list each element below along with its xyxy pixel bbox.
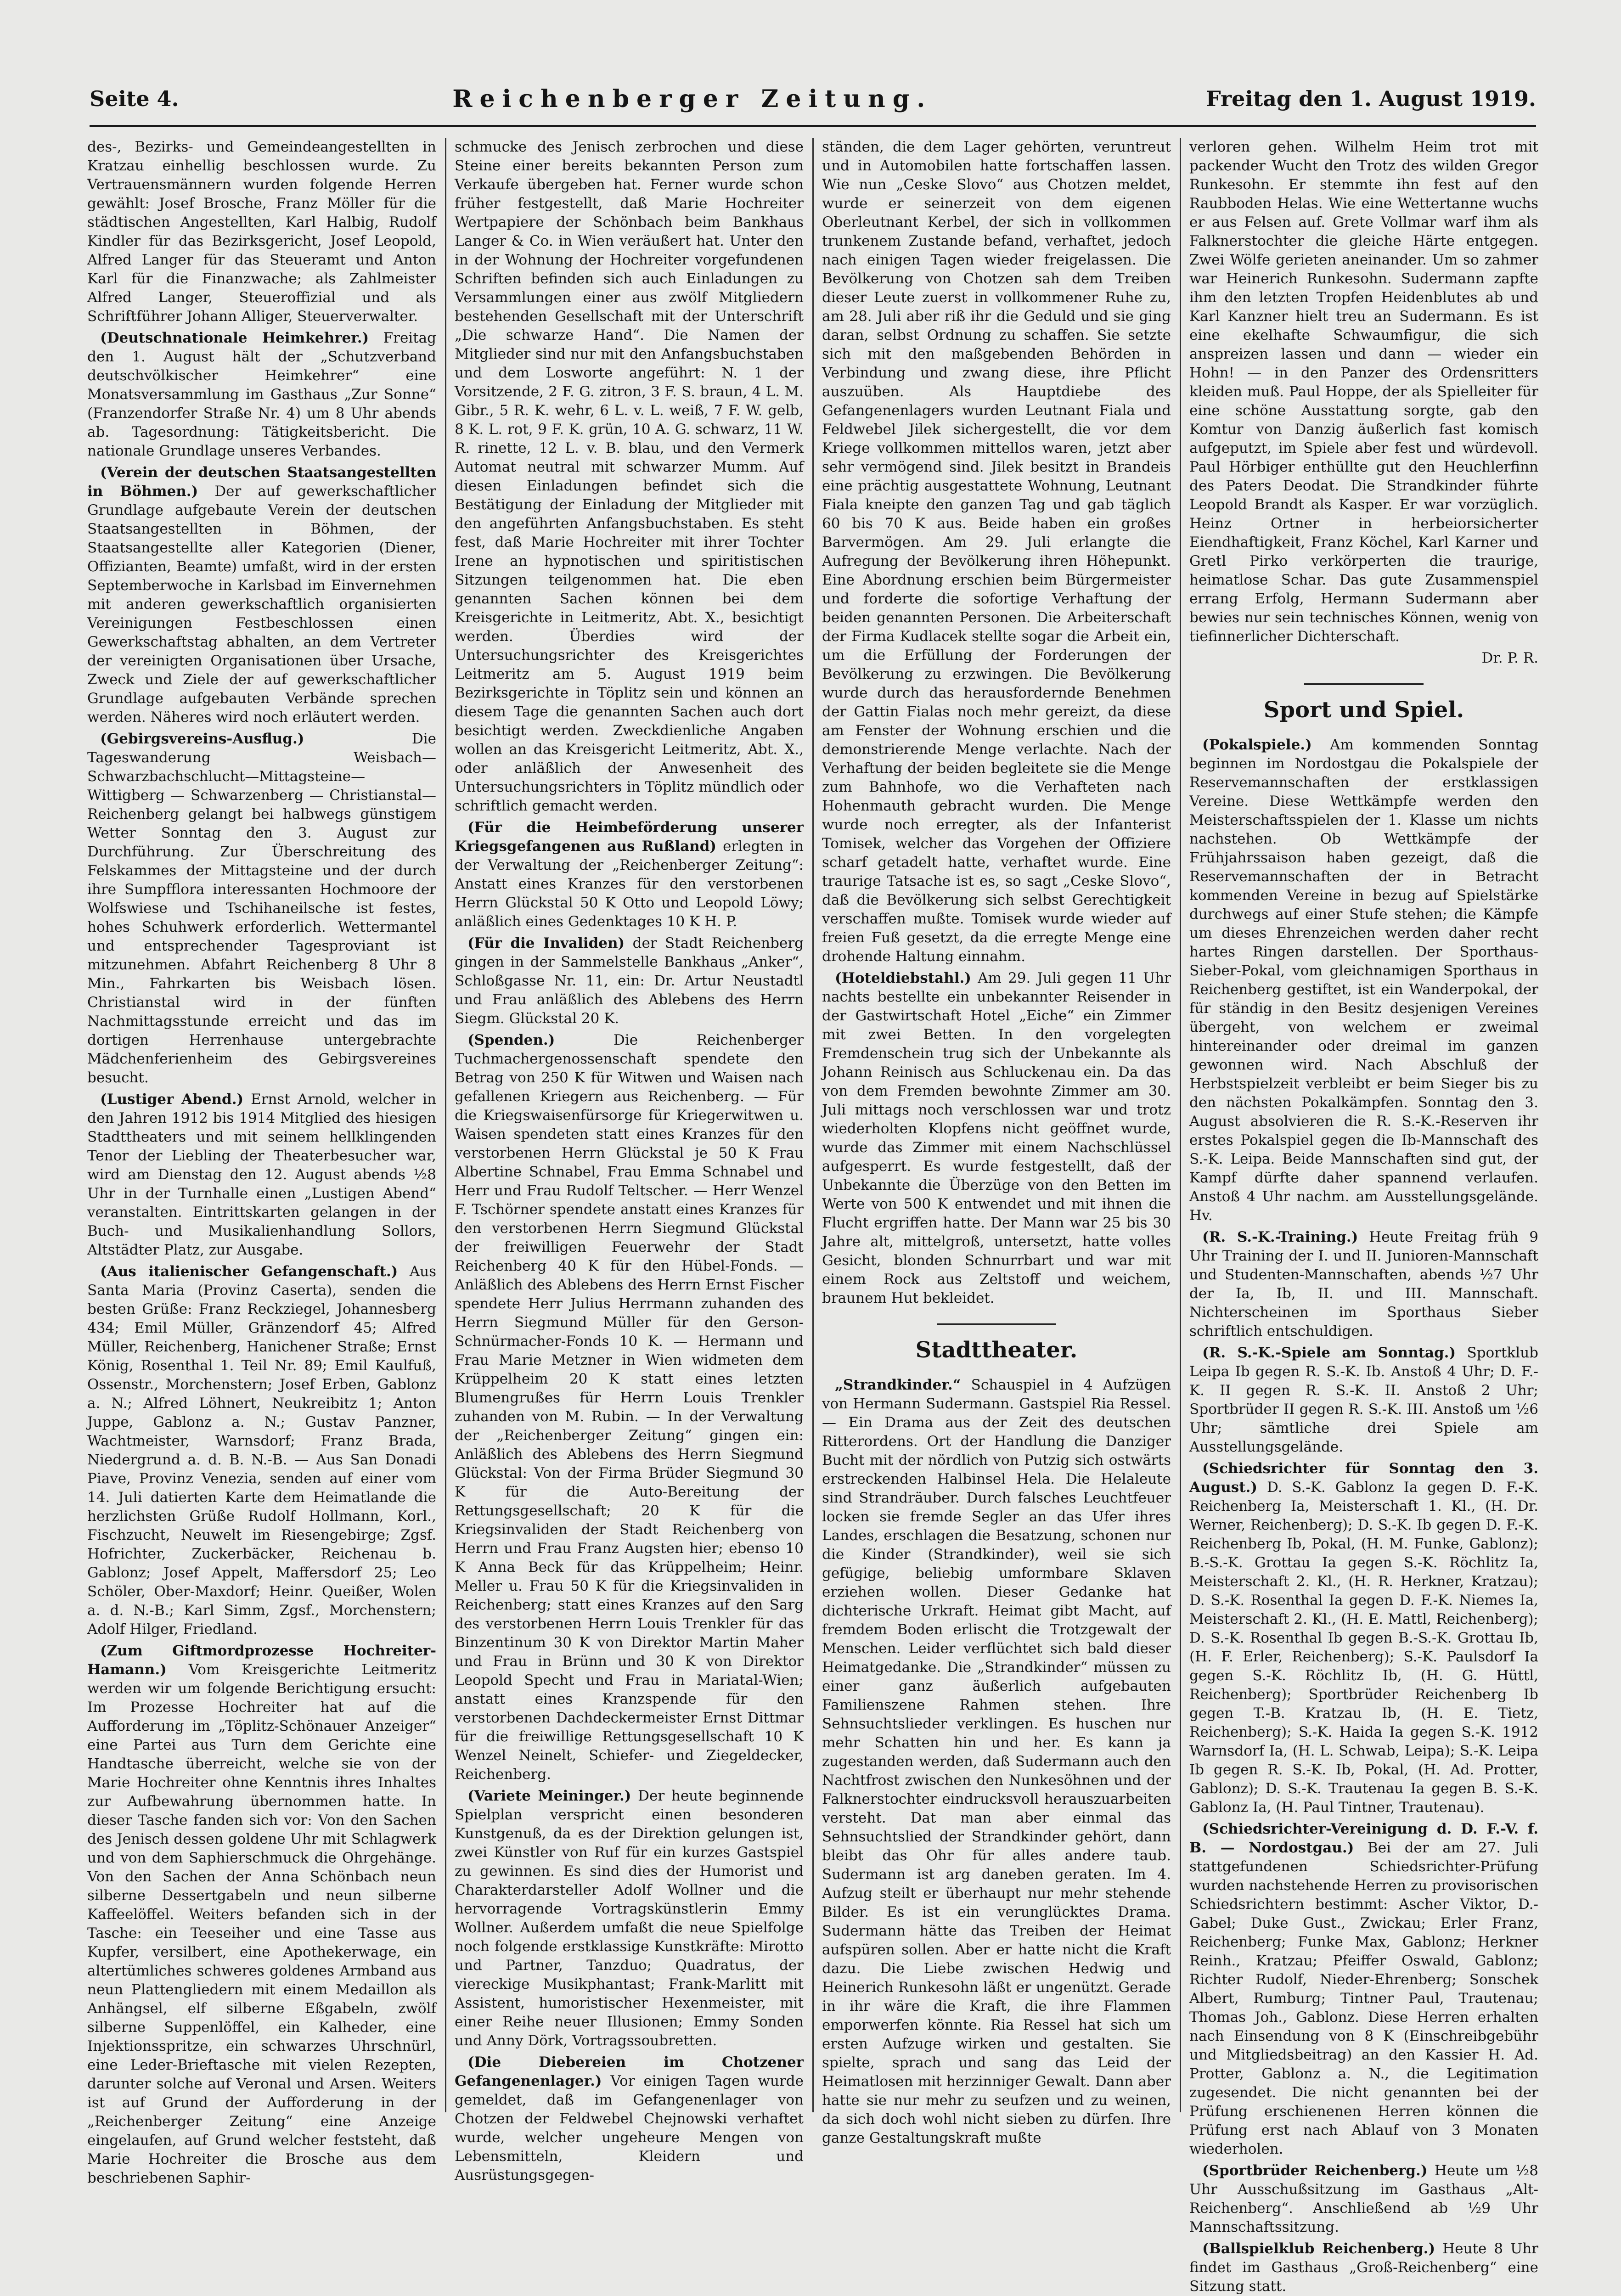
article (87, 1642, 436, 2188)
article-text: schmucke des Jenisch zerbrochen und diese Steine einer bereits bekannten Person zum Verkaufe übergeben hat. Ferner wurde schon früher festgestellt, daß Marie Hochreiter Wertpapiere der Schönbach beim Bankhaus Langer & Co. in Wien veräußert hat. Unter den in der Wohnung der Hochreiter vorgefundenen Schriften befinden sich auch Einladungen zu Versammlungen einer aus zwölf Mitgliedern bestehenden Gesellschaft mit der Unterschrift „Die schwarze Hand“. Die Namen der Mitglieder sind nur mit den Anfangsbuchstaben und dem Losworte angeführt: N. 1 der Vorsitzende, 2 F. G. zitron, 3 F. S. braun, 4 L. M. Gibr., 5 R. K. wehr, 6 L. v. L. weiß, 7 F. W. gelb, 8 K. L. rot, 9 F. K. grün, 10 A. G. schwarz, 11 W. R. rinette, 12 L. v. B. blau, und den Vermerk Automat neutral mit schwarzer Mumm. Auf diesen Einladungen befindet sich die Bestätigung der Einladung der Mitglieder mit den angeführten Anfangsbuchstaben. Es steht fest, daß Marie Hochreiter mit ihrer Tochter Irene an hypnotischen und spiritistischen Sitzungen teilgenommen hat. Die eben genannten Sachen können bei dem Kreisgerichte in Leitmeritz, Abt. X., besichtigt werden. Überdies wird der Untersuchungsrichter des Kreisgerichtes Leitmeritz am 5. August 1919 beim Bezirksgerichte in Töplitz sein und können an diesem Tage die genannten Sachen auch dort besichtigt werden. Zweckdienliche Angaben wollen an das Kreisgericht Leitmeritz, Abt. X., oder anläßlich der Anwesenheit des Untersuchungsrichters in Töplitz mündlich oder schriftlich gemacht werden. (455, 139, 804, 814)
article-text: Schauspiel in 4 Aufzügen von Hermann Sudermann. Gastspiel Ria Ressel. — Ein Drama aus der Zeit des deutschen Ritterordens. Ort der Handlung die Danziger Bucht mit der nördlich von Putzig sich ostwärts erstreckenden Halbinsel Hela. Die Helaleute sind Strandräuber. Durch falsches Leuchtfeuer locken sie fremde Segler an das Ufer ihres Landes, erschlagen die Besatzung, schonen nur die Kinder (Strandkinder), weil sie sich gefügige, beliebig umformbare Sklaven erziehen wollen. Dieser Gedanke hat dichterische Urkraft. Heimat gibt Macht, auf fremdem Boden erlischt die Trotzgewalt der Menschen. Leider verflüchtet sich bald dieser Heimatgedanke. Die „Strandkinder“ müssen zu einer ganz äußerlich aufgebauten Familienszene Rahmen stehen. Ihre Sehnsuchtslieder verklingen. Es huschen nur mehr Schatten hin und her. Es kann ja zugestanden werden, daß Sudermann auch den Nachtfrost zwischen den Nunkesöhnen und der Falknerstochter eindrucksvoll herauszuarbeiten versteht. Dat man aber einmal das Sehnsuchtslied der Strandkinder gehört, dann bleibt das Ohr für alles andere taub. Sudermann ist arg daneben geraten. Im 4. Aufzug steilt er überhaupt nur mehr stehende Bilder. Es ist ein verunglücktes Drama. Sudermann hätte das Treiben der Heimat aufspüren sollen. Aber er hatte nicht die Kraft dazu. Die Liebe zwischen Hedwig und Heinerich Runkesohn läßt er ungenützt. Gerade in ihr wäre die Kraft, die ihre Flammen emporwerfen könnte. Ria Ressel hat sich um ersten Aufzuge wirken und gestalten. Sie spielte, sprach und sang das Leid der Heimatlosen mit herzinniger Gewalt. Dann aber hatte sie nur mehr zu seufzen und zu weinen, da sich doch wohl nicht sieben zu dürfen. Ihre ganze Gestaltungskraft mußte (822, 1377, 1171, 2146)
article (1189, 2240, 1538, 2296)
article-text: Freitag den 1. August hält der „Schutzverband deutschvölkischer Heimkehrer“ eine Monatsversammlung im Gasthaus „Zur Sonne“ (Franzendorfer Straße Nr. 4) um 8 Uhr abends ab. Tagesordnung: Tätigkeitsbericht. Die nationale Grundlage unseres Verbandes. (87, 330, 436, 459)
article (455, 934, 804, 1028)
article-text: verloren gehen. Wilhelm Heim trot mit packender Wucht den Trotz des wilden Gregor Runkesohn. Er stemmte ihn fest auf den Raubboden Helas. Wie eine Wettertanne wuchs er aus Felsen auf. Grete Vollmar warf ihm als Falknerstochter die gleiche Härte entgegen. Zwei Wölfe gerieten aneinander. Um so zahmer war Heinerich Runkesohn. Sudermann zapfte ihm den letzten Tropfen Heidenblutes ab und Karl Kanzner hielt treu an Sudermann. Es ist eine ekelhafte Schwaumfigur, die sich anspreizen lassen und dann — wieder ein Hohn! — in den Panzer des Ordensritters kleiden muß. Paul Hoppe, der als Spielleiter für eine schöne Ausstattung sorgte, gab den Komtur von Danzig äußerlich fast komisch aufgeputzt, im Spiele aber fest und würdevoll. Paul Hörbiger enthüllte gut den Heuchlerfinn des Paters Deodat. Die Strandkinder führte Leopold Brandt als Kasper. Er war vorzüglich. Heinz Ortner in herbeiorsicherter Eiendhaftigkeit, Franz Köchel, Karl Karner und Gretl Pirko verkörperten die traurige, heimatlose Schar. Das gute Zusammenspiel errang Erfolg, Hermann Sudermann aber bewies nur sein technisches Können, wenig von tiefinnerlicher Dichterschaft. (1189, 139, 1538, 645)
issue-date: Freitag den 1. August 1919. (1206, 86, 1536, 111)
article-heading: (Deutschnationale Heimkehrer.) (100, 330, 369, 346)
article-text: Heute um ½8 Uhr Ausschußsitzung im Gasthaus „Alt-Reichenberg“. Anschließend ab ½9 Uhr Mannschaftssitzung. (1189, 2162, 1538, 2235)
article-heading: (Für die Heimbeförderung unserer Kriegsgefangenen aus Rußland) (455, 819, 804, 855)
page-number: Seite 4. (90, 86, 179, 111)
article-text: ständen, die dem Lager gehörten, veruntreut und in Automobilen hatte fortschaffen lassen. Wie nun „Ceske Slovo“ aus Chotzen meldet, wurde er seinerzeit von dem eigenen Oberleutnant Kerbel, der sich in vollkommen trunkenem Zustande befand, verhaftet, jedoch nach einigen Tagen wieder freigelassen. Die Bevölkerung von Chotzen sah dem Treiben dieser Leute zuerst in vollkommener Ruhe zu, am 28. Juli aber riß ihr die Geduld und sie ging daran, selbst Ordnung zu schaffen. Sie setzte sich mit den maßgebenden Behörden in Verbindung und zwang diese, ihre Pflicht auszuüben. Als Hauptdiebe des Gefangenenlagers wurden Leutnant Fiala und Feldwebel Jilek sichergestellt, die vor dem Kriege vollkommen mittellos waren, jetzt aber sehr vermögend sind. Jilek besitzt in Brandeis eine prächtig ausgestattete Wohnung, Leutnant Fiala kneipte den ganzen Tag und gab täglich 60 bis 70 K aus. Beide haben ein großes Barvermögen. Am 29. Juli erlangte die Aufregung der Bevölkerung ihren Höhepunkt. Eine Abordnung erschien beim Bürgermeister und forderte die sofortige Verhaftung der beiden genannten Personen. Die Arbeiterschaft der Firma Kudlacek stellte sogar die Arbeit ein, um die Erfüllung der Forderungen der Bevölkerung zu erzwingen. Die Bevölkerung wurde durch das herausfordernde Benehmen der Gattin Fialas noch mehr gereizt, da diese am Fenster der Wohnung erschien und die demonstrierende Menge verlachte. Nach der Verhaftung der beiden begleitete sie die Menge zum Bahnhofe, wo die Verhafteten nach Hohenmauth gebracht wurden. Die Menge wurde noch erregter, als der Infanterist Tomisek, welcher das Vorgehen der Offiziere scharf getadelt hatte, verhaftet wurde. Eine traurige Tatsache ist es, so sagt „Ceske Slovo“, daß die Bevölkerung sich selbst Gerechtigkeit verschaffen mußte. Tomisek wurde wieder auf freien Fuß gesetzt, da die erregte Menge eine drohende Haltung einnahm. (822, 139, 1171, 965)
article (1189, 1228, 1538, 1341)
article-text: Vor einigen Tagen wurde gemeldet, daß im Gefangenenlager von Chotzen der Feldwebel Chejnowski verhaftet wurde, welcher ungeheure Mengen von Lebensmitteln, Kleidern und Ausrüstungsgegen- (455, 2073, 804, 2183)
article-text: Vom Kreisgerichte Leitmeritz werden wir um folgende Berichtigung ersucht: Im Prozesse Hochreiter hat auf die Aufforderung im „Töplitz-Schönauer Anzeiger“ eine Partei aus Turn dem Gerichte eine Handtasche überreicht, welche sie von der Marie Hochreiter ohne Kenntnis ihres Inhaltes zur Aufbewahrung übernommen hatte. In dieser Tasche fanden sich vor: Von den Sachen des Jenisch dessen goldene Uhr mit Schlagwerk und von dem Saphierschmuck die Ohrgehänge. Von den Sachen der Anna Schönbach neun silberne Dessertgabeln und neun silberne Kaffeelöffel. Weiters befanden sich in der Tasche: ein Teeseiher und eine Tasse aus Kupfer, versilbert, eine Apothekerwage, ein altertümliches schweres goldenes Armband aus neun Plattengliedern mit einem Medaillon als Anhängsel, elf silberne Eßgabeln, zwölf silberne Suppenlöffel, ein Kalheder, eine Injektionsspritze, ein schwarzes Uhrschnürl, eine Leder-Brieftasche mit vielen Rezepten, darunter solche auf Veronal und Arsen. Weiters ist auf Grund der Aufforderung in der „Reichenberger Zeitung“ eine Anzeige eingelaufen, auf Grund welcher feststeht, daß Marie Hochreiter die Brosche aus dem beschriebenen Saphir- (87, 1661, 436, 2186)
article-heading: (Schiedsrichter-Vereinigung d. D. F.-V. f. B. — Nordostgau.) (1189, 1821, 1538, 1856)
article-heading: (Aus italienischer Gefangenschaft.) (100, 1263, 398, 1280)
author-signature: Dr. P. R. (1481, 650, 1538, 666)
article (87, 329, 436, 461)
article (87, 1090, 436, 1260)
article-heading: (Lustiger Abend.) (100, 1091, 244, 1108)
article-text: Der heute beginnende Spielplan verspricht einen besonderen Kunstgenuß, da es der Direktion gelungen ist, zwei Künstler von Ruf für ein kurzes Gastspiel zu gewinnen. Es sind dies der Humorist und Charakterdarsteller Adolf Wollner und die hervorragende Vortragskünstlerin Emmy Wollner. Außerdem umfaßt die neue Spielfolge noch folgende erstklassige Kunstkräfte: Mirotto und Partner, Tanzduo; Quadratus, der viereckige Musikphantast; Frank-Marlitt mit Assistent, humoristischer Hexenmeister, mit einer Reihe neuer Illusionen; Emmy Sonden und Anny Dörk, Vortragssoubretten. (455, 1788, 804, 2049)
article-heading: (Pokalspiele.) (1202, 737, 1312, 753)
section-title-stadttheater: Stadttheater. (822, 1323, 1171, 1364)
article (455, 1031, 804, 1784)
article-heading: (Sportbrüder Reichenberg.) (1202, 2162, 1428, 2179)
article (822, 1376, 1171, 2148)
column-1 (87, 138, 437, 2186)
article-heading: (Ballspielklub Reichenberg.) (1202, 2240, 1435, 2257)
article-heading: (Schiedsrichter für Sonntag den 3. August.) (1189, 1460, 1538, 1496)
article (455, 2053, 804, 2185)
article (1189, 1820, 1538, 2159)
article-heading: (Spenden.) (467, 1032, 555, 1048)
article-heading: (Die Diebereien im Chotzener Gefangenenlager.) (455, 2054, 804, 2089)
article (87, 730, 436, 1087)
article-text: der Stadt Reichenberg gingen in der Sammelstelle Bankhaus „Anker“, Schloßgasse Nr. 11, ein: Dr. Artur Neustadtl und Frau anläßlich des Ablebens des Herrn Siegm. Glückstal 20 K. (455, 935, 804, 1027)
page-header (90, 78, 1536, 119)
article-text: Aus Santa Maria (Provinz Caserta), senden die besten Grüße: Franz Reckziegel, Johannesberg 434; Emil Müller, Gränzendorf 45; Alfred Müller, Reichenberg, Hanichener Straße; Ernst König, Rosenthal 1. Teil Nr. 89; Emil Kaulfuß, Ossenstr., Morchenstern; Josef Erben, Gablonz a. N.; Alfred Löhnert, Neukreibitz 1; Anton Juppe, Gablonz a. N.; Gustav Panzner, Wachtmeister, Warnsdorf; Franz Brada, Niedergrund a. d. B. N.-B. — Aus San Donadi Piave, Provinz Venezia, senden auf einer vom 14. Juli datierten Karte dem Heimatlande die herzlichsten Grüße Rudolf Hollmann, Korl., Fischzucht, Neuwelt im Riesengebirge; Zgsf. Hofrichter, Zuckerbäcker, Reichenau b. Gablonz; Josef Appelt, Maffersdorf 25; Leo Schöler, Ober-Maxdorf; Heinr. Queißer, Wolen a. d. N.-B.; Karl Simm, Zgsf., Morchenstern; Adolf Hilger, Friedland. (87, 1263, 437, 1638)
article-text: Bei der am 27. Juli stattgefundenen Schiedsrichter-Prüfung wurden nachstehende Herren zu provisorischen Schiedsrichtern bestimmt: Ascher Viktor, D.-Gabel; Duke Gust., Zwickau; Erler Franz, Reichenberg; Funke Max, Gablonz; Herkner Reinh., Kratzau; Pfeiffer Oswald, Gablonz; Richter Rudolf, Nieder-Ehrenberg; Sonschek Albert, Rumburg; Tintner Paul, Trautenau; Thomas Joh., Gablonz. Diese Herren erhalten nach Einsendung von 8 K (Einschreibgebühr und Mitgliedsbeitrag) an den Kassier H. Ad. Protter, Gablonz a. N., die Legitimation zugesendet. Die nicht genannten bei der Prüfung erschienenen Herren können die Prüfung erst nach Ablauf von 3 Monaten wiederholen. (1189, 1840, 1538, 2157)
article-heading: (Gebirgsvereins-Ausflug.) (100, 731, 304, 747)
section-title-sport: Sport und Spiel. (1189, 683, 1538, 724)
article-text: erlegten in der Verwaltung der „Reichenberger Zeitung“: Anstatt eines Kranzes für den verstorbenen Herrn Glückstal 50 K Otto und Leopold Löwy; anläßlich eines Gedenktages 10 K H. P. (455, 838, 804, 930)
article (87, 1262, 436, 1639)
article-text: Heute Freitag früh 9 Uhr Training der I. und II. Junioren-Mannschaft und Studenten-Mannschaften, abends ½7 Uhr der Ia, Ib, II. und III. Mannschaft. Nichterscheinen im Sporthaus Sieber schriftlich entschuldigen. (1189, 1229, 1538, 1339)
article-text: Heute 8 Uhr findet im Gasthaus „Groß-Reichenberg“ eine Sitzung statt. (1189, 2240, 1539, 2295)
article-text: Am kommenden Sonntag beginnen im Nordostgau die Pokalspiele der Reservemannschaften der erstklassigen Vereine. Diese Wettkämpfe werden den Meisterschaftsspielen der 1. Klasse um nichts nachstehen. Ob Wettkämpfe der Frühjahrssaison haben gezeigt, daß die Reservemannschaften der in Betracht kommenden Vereine in bezug auf Spielstärke durchwegs auf einer Stufe stehen; die Kämpfe um dieses Ehrenzeichen werden daher recht hartes Ringen darstellen. Der Sporthaus-Sieber-Pokal, vom gleichnamigen Sporthaus in Reichenberg gestiftet, ist ein Wanderpokal, der für ständig in den Besitz desjenigen Vereines übergeht, von welchem er zweimal hintereinander oder dreimal im ganzen gewonnen wird. Nach Abschluß der Herbstspielzeit verbleibt er beim Sieger bis zu den nächsten Pokalkämpfen. Sonntag den 3. August absolvieren die R. S.-K.-Reserven ihr erstes Pokalspiel gegen die Ib-Mannschaft des S.-K. Leipa. Beide Mannschaften sind gut, der Kampf dürfte daher spannend verlaufen. Anstoß 4 Uhr nachm. am Ausstellungsgelände. Hv. (1189, 737, 1538, 1224)
article (822, 969, 1171, 1308)
article-text: Die Reichenberger Tuchmachergenossenschaft spendete den Betrag von 250 K für Witwen und Waisen nach gefallenen Kriegern aus Reichenberg. — Für die Kriegswaisenfürsorge für Kriegerwitwen u. Waisen spendeten statt eines Kranzes für den verstorbenen Herrn Glückstal je 50 K Frau Albertine Schnabel, Frau Emma Schnabel und Herr und Frau Rudolf Teltscher. — Herr Wenzel F. Tschörner spendete anstatt eines Kranzes für den verstorbenen Herrn Siegmund Glückstal der freiwilligen Feuerwehr der Stadt Reichenberg 40 K für den Hübel-Fonds. — Anläßlich des Ablebens des Herrn Ernst Fischer spendete Herr Julius Herrmann zuhanden des Herrn Siegmund Müller für den Gerson-Schnürmacher-Fonds 10 K. — Hermann und Frau Marie Metzner in Wien widmeten dem Krüppelheim 20 K statt eines letzten Blumengrußes für Herrn Louis Trenkler zuhanden von M. Rubin. — In der Verwaltung der „Reichenberger Zeitung“ gingen ein: Anläßlich des Ablebens des Herrn Siegmund Glückstal: Von der Firma Brüder Siegmund 30 K für die Auto-Bereitung der Rettungsgesellschaft; 20 K für die Kriegsinvaliden der Stadt Reichenberg von Herrn und Frau Franz Augsten hier; ebenso 10 K Anna Beck für das Krüppelheim; Heinr. Meller u. Frau 50 K für die Kriegsinvaliden in Reichenberg; statt eines Kranzes auf den Sarg des verstorbenen Herrn Louis Trenkler für das Binzentinum 30 K von Direktor Martin Maher und Frau in Brünn und 30 K von Direktor Leopold Specht und Frau in Mariatal-Wien; anstatt eines Kranzspende für den verstorbenen Dachdeckermeister Ernst Dittmar für die freiwillige Rettungsgesellschaft 10 K Wenzel Neinelt, Schiefer- und Ziegeldecker, Reichenberg. (455, 1032, 804, 1783)
header-rule (90, 125, 1536, 127)
article (1189, 1459, 1538, 1817)
article-heading: (Variete Meininger.) (467, 1788, 631, 1804)
article-heading: (R. S.-K.-Spiele am Sonntag.) (1202, 1345, 1456, 1361)
masthead-title: Reichenberger Zeitung. (452, 84, 933, 113)
article-text: Ernst Arnold, welcher in den Jahren 1912 bis 1914 Mitglied des hiesigen Stadttheaters und mit seinem hellklingenden Tenor der Liebling der Theaterbesucher war, wird am Dienstag den 12. August abends ½8 Uhr in der Turnhalle einen „Lustigen Abend“ veranstalten. Eintrittskarten gelangen in der Buch- und Musikalienhandlung Sollors, Altstädter Platz, zur Ausgabe. (87, 1091, 436, 1258)
article-heading: (R. S.-K.-Training.) (1202, 1229, 1358, 1245)
article (1189, 1344, 1538, 1457)
article (455, 818, 804, 931)
article (1189, 2161, 1538, 2237)
article (455, 1787, 804, 2050)
columns (87, 138, 1539, 2295)
article-heading: (Für die Invaliden) (467, 935, 625, 951)
column-2 (455, 138, 804, 2183)
article-heading: (Verein der deutschen Staatsangestellten in Böhmen.) (87, 464, 436, 500)
article-text: Am 29. Juli gegen 11 Uhr nachts bestellte ein unbekannter Reisender in der Gastwirtschaft Hotel „Eiche“ ein Zimmer mit zwei Betten. In den vorgelegten Fremdenschein trug sich der Unbekannte als Johann Reinisch aus Schluckenau ein. Da das von dem Fremden bewohnte Zimmer am 30. Juli mittags noch verschlossen war und trotz wiederholten Klopfens nicht geöffnet wurde, wurde das Zimmer mit einem Nachschlüssel aufgesperrt. Es wurde festgestellt, daß der Unbekannte die Überzüge von den Betten im Werte von 500 K entwendet und mit ihnen die Flucht ergriffen hatte. Der Mann war 25 bis 30 Jahre alt, mittelgroß, untersetzt, hatte volles Gesicht, blonden Schnurrbart und war mit einem Rock aus Zeltstoff und weichem, braunem Hut bekleidet. (822, 970, 1171, 1306)
article-text: D. S.-K. Gablonz Ia gegen D. F.-K. Reichenberg Ia, Meisterschaft 1. Kl., (H. Dr. Werner, Reichenberg); D. S.-K. Ib gegen D. F.-K. Reichenberg Ib, Pokal, (H. M. Funke, Gablonz); B.-S.-K. Grottau Ia gegen S.-K. Röchlitz Ia, Meisterschaft 2. Kl., (H. R. Herkner, Kratzau); D. S.-K. Rosenthal Ia gegen D. F.-K. Niemes Ia, Meisterschaft 2. Kl., (H. E. Mattl, Reichenberg); D. S.-K. Rosenthal Ib gegen B.-S.-K. Grottau Ib, (H. F. Erler, Reichenberg); S.-K. Paulsdorf Ia gegen S.-K. Röchlitz Ib, (H. G. Hüttl, Reichenberg); Sportbrüder Reichenberg Ib gegen T.-B. Kratzau Ib, (H. E. Tietz, Reichenberg); S.-K. Haida Ia gegen S.-K. 1912 Warnsdorf Ia, (H. L. Schwab, Leipa); S.-K. Leipa Ib gegen R. S.-K. Ib, Pokal, (H. Ad. Protter, Gablonz); D. S.-K. Trautenau Ia gegen B. S.-K. Gablonz Ia, (H. Paul Tintner, Trautenau). (1189, 1479, 1538, 1816)
article-text: des-, Bezirks- und Gemeindeangestellten in Kratzau einhellig beschlossen wurde. Zu Vertrauensmännern wurden folgende Herren gewählt: Josef Brosche, Franz Möller für die städtischen Angestellten, Karl Halbig, Rudolf Kindler für das Bezirksgericht, Josef Leopold, Alfred Langer für das Steueramt und Anton Karl für die Finanzwache; als Zahlmeister Alfred Langer, Steueroffizial und als Schriftführer Johann Alliger, Steuerverwalter. (87, 139, 436, 325)
article-text: Sportklub Leipa Ib gegen R. S.-K. Ib. Anstoß 4 Uhr; D. F.-K. II gegen R. S.-K. II. Anstoß 2 Uhr; Sportbrüder II gegen R. S.-K. III. Anstoß um ½6 Uhr; sämtliche drei Spiele am Ausstellungsgelände. (1189, 1345, 1538, 1455)
article-text: Der auf gewerkschaftlicher Grundlage aufgebaute Verein der deutschen Staatsangestellten in Böhmen, der Staatsangestellte aller Kategorien (Diener, Offizianten, Beamte) umfaßt, wird in der ersten Septemberwoche in Karlsbad im Einvernehmen mit anderen gewerkschaftlich organisierten Vereinigungen Festbeschlossen einen Gewerkschaftstag abhalten, an dem Vertreter der vereinigten Organisationen über Ursache, Zweck und Ziele der auf gewerkschaftlicher Grundlage aufgebauten Verbände sprechen werden. Näheres wird noch erläutert werden. (87, 483, 436, 726)
article (1189, 736, 1538, 1225)
article-heading: (Zum Giftmordprozesse Hochreiter-Hamann.) (87, 1643, 436, 1678)
article-heading: (Hoteldiebstahl.) (835, 970, 971, 986)
column-3 (822, 138, 1171, 2146)
article (87, 463, 436, 727)
article-heading: „Strandkinder.“ (835, 1377, 961, 1393)
column-4 (1189, 138, 1539, 2295)
article-text: Die Tageswanderung Weisbach—Schwarzbachschlucht—Mittagsteine—Wittigberg — Schwarzenberg — Christianstal—Reichenberg gelangt bei halbwegs günstigem Wetter Sonntag den 3. August zur Durchführung. Zur Überschreitung des Felskammes der Mittagsteine und der durch ihre Sumpfflora interessanten Hochmoore der Wolfswiese und Tschihaneilsche ist festes, hohes Schuhwerk erforderlich. Wettermantel und entsprechender Tagesproviant ist mitzunehmen. Abfahrt Reichenberg 8 Uhr 8 Min., Fahrkarten bis Weisbach lösen. Christianstal wird in der fünften Nachmittagsstunde erreicht und das im dortigen Herrenhause untergebrachte Mädchenferienheim des Gebirgsvereines besucht. (87, 731, 436, 1086)
